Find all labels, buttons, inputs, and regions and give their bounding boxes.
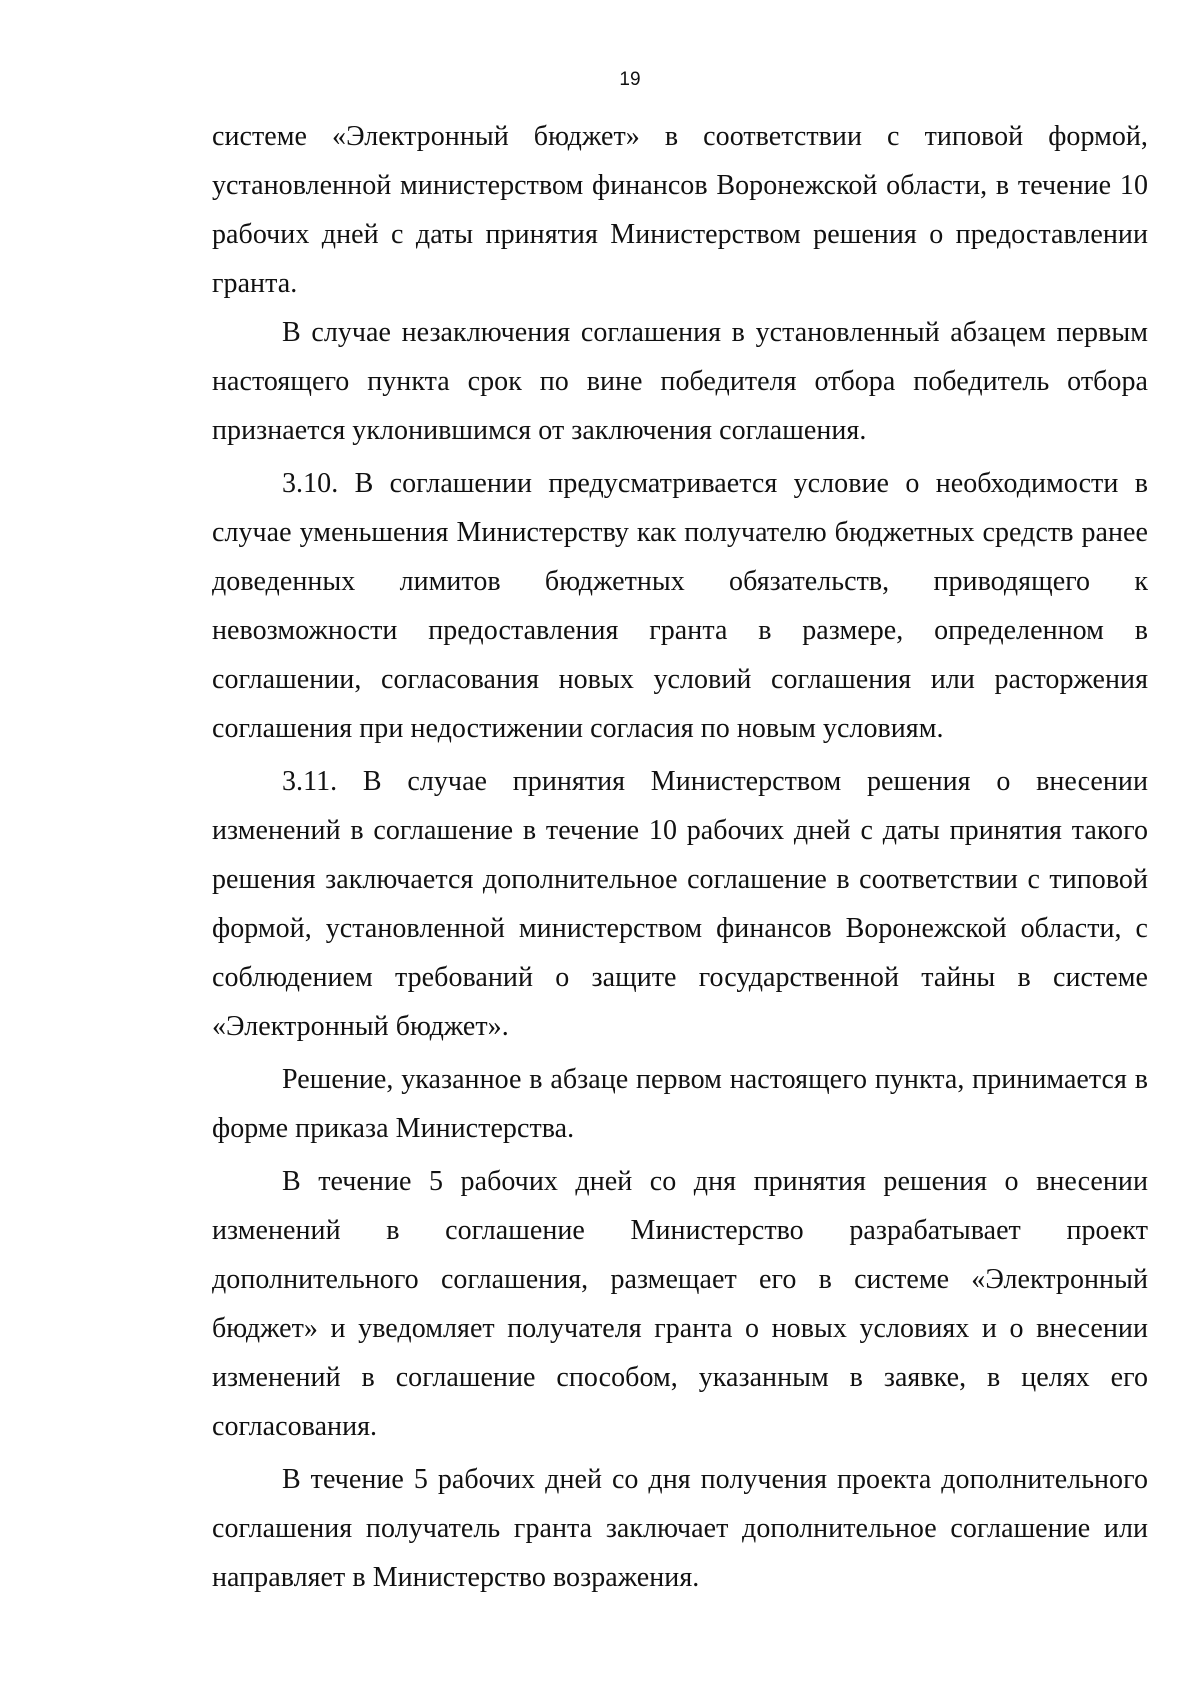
paragraph-continuation: системе «Электронный бюджет» в соответствии с типовой формой, установленной министерством финансов Воронежской области, в течение 10 рабочих дней с даты принятия Министерством решения о предоставлении гранта. [212, 121, 1148, 299]
document-body [212, 112, 1148, 1606]
page-number: 19 [619, 69, 641, 90]
paragraph-3-10: 3.10. В соглашении предусматривается условие о необходимости в случае уменьшения Министерству как получателю бюджетных средств ранее доведенных лимитов бюджетных обязательств, приводящего к невозможности предоставления гранта в размере, определенном в соглашении, согласования новых условий соглашения или расторжения соглашения при недостижении согласия по новым условиям. [212, 468, 1148, 744]
paragraph-decision-form: Решение, указанное в абзаце первом настоящего пункта, принимается в форме приказа Министерства. [212, 1064, 1148, 1144]
paragraph-non-conclusion: В случае незаключения соглашения в установленный абзацем первым настоящего пункта срок по вине победителя отбора победитель отбора признается уклонившимся от заключения соглашения. [212, 317, 1148, 446]
paragraph-recipient-response: В течение 5 рабочих дней со дня получения проекта дополнительного соглашения получатель гранта заключает дополнительное соглашение или направляет в Министерство возражения. [212, 1464, 1148, 1593]
paragraph-3-11: 3.11. В случае принятия Министерством решения о внесении изменений в соглашение в течение 10 рабочих дней с даты принятия такого решения заключается дополнительное соглашение в соответствии с типовой формой, установленной министерством финансов Воронежской области, с соблюдением требований о защите государственной тайны в системе «Электронный бюджет». [212, 766, 1148, 1042]
paragraph-draft-agreement: В течение 5 рабочих дней со дня принятия решения о внесении изменений в соглашение Министерство разрабатывает проект дополнительного соглашения, размещает его в системе «Электронный бюджет» и уведомляет получателя гранта о новых условиях и о внесении изменений в соглашение способом, указанным в заявке, в целях его согласования. [212, 1166, 1148, 1442]
